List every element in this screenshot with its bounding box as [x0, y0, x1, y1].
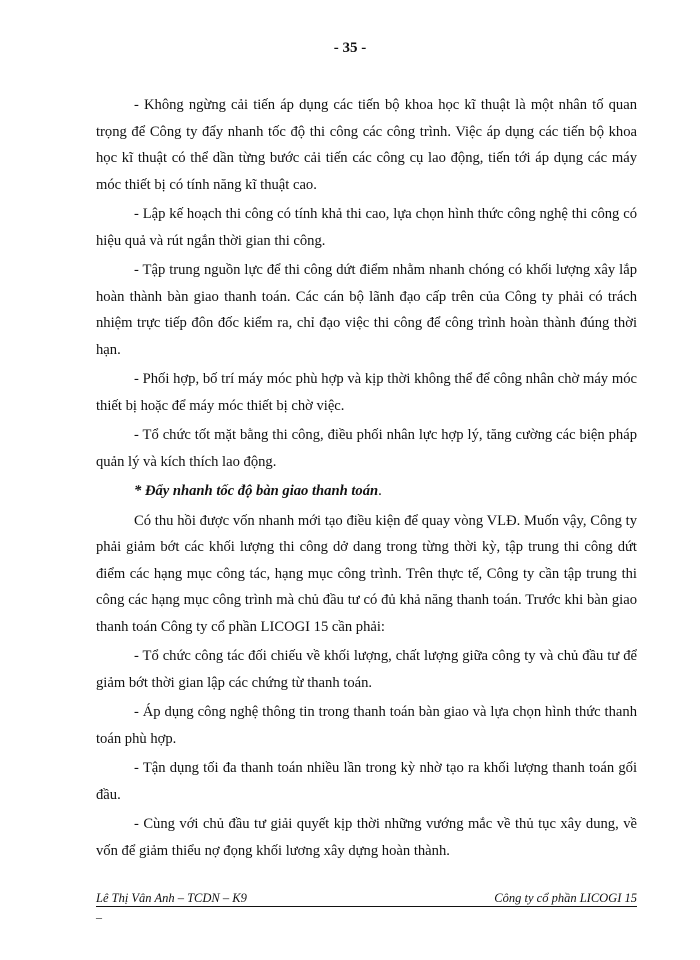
footer-dash: – [96, 910, 102, 924]
paragraph-3: - Tập trung nguồn lực để thi công dứt điểm nhằm nhanh chóng có khối lượng xây lắp hoàn thành bàn giao thanh toán. Các cán bộ lãnh đạo cấp trên của Công ty phải có trách nhiệm trực tiếp đôn đốc kiểm ra, chỉ đạo việc thi công để công trình hoàn thành đúng thời hạn. [96, 262, 637, 358]
footer-company: Công ty cổ phần LICOGI 15 [494, 891, 637, 905]
page-number: - 35 - [333, 40, 367, 56]
footer-author: Lê Thị Vân Anh – TCDN – K9 [96, 891, 247, 905]
paragraph-1: - Không ngừng cải tiến áp dụng các tiến bộ khoa học kĩ thuật là một nhân tố quan trọng để Công ty đẩy nhanh tốc độ thi công các công trình. Việc áp dụng các tiến bộ khoa học kĩ thuật có thể dần từng bước cải tiến các công cụ lao động, tiến tới áp dụng các máy móc thiết bị có tính năng kĩ thuật cao. [96, 97, 637, 193]
section-heading-text: * Đẩy nhanh tốc độ bàn giao thanh toán [134, 483, 379, 499]
paragraph-9: - Tận dụng tối đa thanh toán nhiều lần trong kỳ nhờ tạo ra khối lượng thanh toán gối đầu. [96, 760, 637, 803]
paragraph-10: - Cùng với chủ đầu tư giải quyết kịp thời những vướng mắc về thủ tục xây dung, về vốn để giảm thiểu nợ đọng khối lương xây dựng hoàn thành. [96, 816, 637, 859]
paragraph-5: - Tổ chức tốt mặt bằng thi công, điều phối nhân lực hợp lý, tăng cường các biện pháp quản lý và kích thích lao động. [96, 427, 637, 470]
section-heading-period: . [378, 483, 382, 499]
paragraph-6: Có thu hồi được vốn nhanh mới tạo điều kiện để quay vòng VLĐ. Muốn vậy, Công ty phải giảm bớt các khối lượng thi công dở dang trong từng thời kỳ, tập trung thi công dứt điểm các hạng mục công tác, hạng mục công trình. Trên thực tế, Công ty cần tập trung thi công các hạng mục công trình mà chủ đầu tư có đủ khả năng thanh toán. Trước khi bàn giao thanh toán Công ty cổ phần LICOGI 15 cần phải: [96, 512, 637, 635]
document-body [96, 92, 637, 867]
paragraph-4: - Phối hợp, bố trí máy móc phù hợp và kịp thời không thể để công nhân chờ máy móc thiết bị hoặc để máy móc thiết bị chờ việc. [96, 371, 637, 414]
page-footer [96, 890, 637, 907]
paragraph-7: - Tổ chức công tác đối chiếu về khối lượng, chất lượng giữa công ty và chủ đầu tư để giảm bớt thời gian lập các chứng từ thanh toán. [96, 648, 637, 691]
paragraph-2: - Lập kế hoạch thi công có tính khả thi cao, lựa chọn hình thức công nghệ thi công có hiệu quả và rút ngắn thời gian thi công. [96, 206, 637, 249]
paragraph-8: - Áp dụng công nghệ thông tin trong thanh toán bàn giao và lựa chọn hình thức thanh toán phù hợp. [96, 704, 637, 747]
section-heading [96, 478, 637, 505]
